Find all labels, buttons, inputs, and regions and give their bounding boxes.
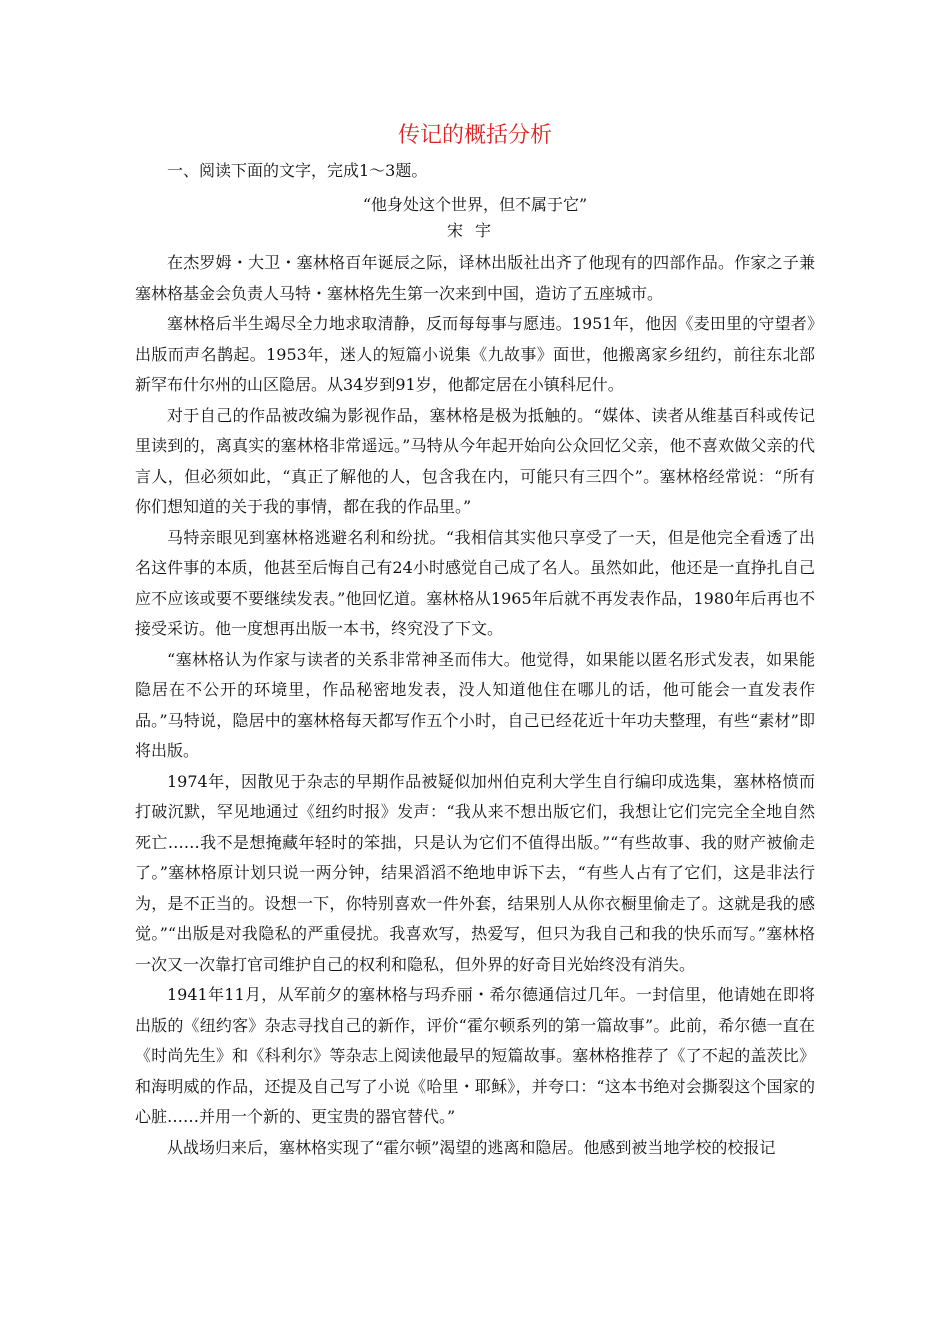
paragraph: 1974年，因散见于杂志的早期作品被疑似加州伯克利大学生自行编印成选集，塞林格愤而打破沉默，罕见地通过《纽约时报》发声：“我从来不想出版它们，我想让它们完完全全地自然死亡……我不是想掩藏年轻时的笨拙，只是认为它们不值得出版。”“有些故事、我的财产被偷走了。”塞林格原计划只说一两分钟，结果滔滔不绝地申诉下去，“有些人占有了它们，这是非法行为，是不正当的。设想一下，你特别喜欢一件外套，结果别人从你衣橱里偷走了。这就是我的感觉。”“出版是对我隐私的严重侵扰。我喜欢写，热爱写，但只为我自己和我的快乐而写。”塞林格一次又一次靠打官司维护自己的权利和隐私，但外界的好奇目光始终没有消失。 [135,771,815,974]
paragraph: “塞林格认为作家与读者的关系非常神圣而伟大。他觉得，如果能以匿名形式发表，如果能隐居在不公开的环境里，作品秘密地发表，没人知道他住在哪儿的话，他可能会一直发表作品。”马特说，隐居中的塞林格每天都写作五个小时，自己已经花近十年功夫整理，有些“素材”即将出版。 [135,649,815,760]
paragraph: 马特亲眼见到塞林格逃避名利和纷扰。“我相信其实他只享受了一天，但是他完全看透了出名这件事的本质，他甚至后悔自己有24小时感觉自己成了名人。虽然如此，他还是一直挣扎自己应不应该或要不要继续发表。”他回忆道。塞林格从1965年后就不再发表作品，1980年后再也不接受采访。他一度想再出版一本书，终究没了下文。 [135,527,815,638]
paragraph: 从战场归来后，塞林格实现了“霍尔顿”渴望的逃离和隐居。他感到被当地学校的校报记 [167,1137,776,1157]
paragraph: 对于自己的作品被改编为影视作品，塞林格是极为抵触的。“媒体、读者从维基百科或传记里读到的，离真实的塞林格非常遥远。”马特从今年起开始向公众回忆父亲，他不喜欢做父亲的代言人，但必须如此，“真正了解他的人，包含我在内，可能只有三四个”。塞林格经常说：“所有你们想知道的关于我的事情，都在我的作品里。” [135,405,815,516]
paragraph: 1941年11月，从军前夕的塞林格与玛乔丽・希尔德通信过几年。一封信里，他请她在即将出版的《纽约客》杂志寻找自己的新作，评价“霍尔顿系列的第一篇故事”。此前，希尔德一直在《时尚先生》和《科利尔》等杂志上阅读他最早的短篇故事。塞林格推荐了《了不起的盖茨比》和海明威的作品，还提及自己写了小说《哈里・耶稣》，并夸口：“这本书绝对会撕裂这个国家的心脏……并用一个新的、更宝贵的器官替代。” [135,985,815,1126]
document-page [135,118,815,1163]
paragraph: 塞林格后半生竭尽全力地求取清静，反而每每事与愿违。1951年，他因《麦田里的守望者》出版而声名鹊起。1953年，迷人的短篇小说集《九故事》面世，他搬离家乡纽约，前往东北部新罕布什尔州的山区隐居。从34岁到91岁，他都定居在小镇科尼什。 [135,314,815,394]
question-instruction: 一、阅读下面的文字，完成1～3题。 [167,161,428,180]
article-author: 宋宇 [446,221,503,240]
article-title: “他身处这个世界，但不属于它” [362,195,588,214]
paragraph: 在杰罗姆・大卫・塞林格百年诞辰之际，译林出版社出齐了他现有的四部作品。作家之子兼塞林格基金会负责人马特・塞林格先生第一次来到中国，造访了五座城市。 [135,253,815,303]
document-title: 传记的概括分析 [397,123,552,148]
